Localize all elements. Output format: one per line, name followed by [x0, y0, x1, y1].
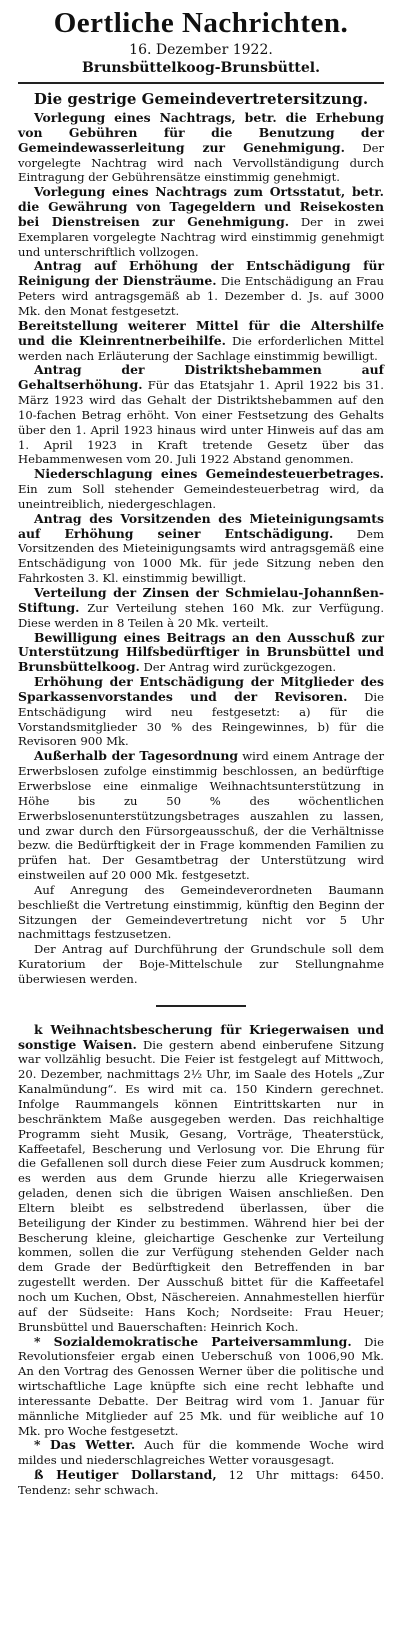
- divider: [156, 1005, 246, 1007]
- agenda-item: [18, 675, 384, 749]
- news-item: [18, 1438, 384, 1468]
- agenda-item-body: Die Entschädigung wird neu festgesetzt: a) für die Vorstandsmitglieder 30 % des Reingewinnes, b) für die Revisoren 900 Mk.: [18, 689, 384, 749]
- agenda-item: [18, 259, 384, 318]
- agenda-item-body: Der Antrag wird zurückgezogen.: [143, 660, 337, 675]
- news-item: [18, 1335, 384, 1439]
- news-item-body: Die Revolutionsfeier ergab einen Ueberschuß von 1006,90 Mk. An den Vortrag des Genossen Werner über die politische und wirtschaftliche Lage knüpfte sich eine recht lebhafte und interessante Debatte. Der Beitrag wird vom 1. Januar für männliche Mitglieder auf 25 Mk. und für weibliche auf 10 Mk. pro Woche festgesetzt.: [18, 1334, 384, 1438]
- agenda-item-body: Die erforderlichen Mittel werden nach Erläuterung der Sachlage einstimmig bewilligt.: [18, 333, 385, 363]
- agenda-item: [18, 111, 384, 185]
- place-line: Brunsbüttelkoog-Brunsbüttel.: [82, 60, 320, 76]
- agenda-item-heading: Verteilung der Zinsen der Schmielau-Johannßen-Stiftung.: [18, 585, 384, 615]
- news-item-heading: k Weihnachtsbescherung für Kriegerwaisen und sonstige Waisen.: [18, 1021, 384, 1052]
- agenda-item-body: Für das Etatsjahr 1. April 1922 bis 31. März 1923 wird das Gehalt der Distriktshebammen auf den 10-fachen Betrag erhöht. Von einer Festsetzung des Gehalts über den 1. April 1923 hinaus wird unter Hinweis auf das am 1. April 1923 in Kraft tretende Gesetz über das Hebammenwesen vom 20. Juli 1922 Abstand genommen.: [18, 378, 384, 467]
- agenda-item-body: Auf Anregung des Gemeindeverordneten Baumann beschließt die Vertretung einstimmig, künftig den Beginn der Sitzungen der Gemeindevertretung nicht vor 5 Uhr nachmittags festzusetzen.: [18, 882, 384, 942]
- agenda-item: [18, 467, 384, 512]
- article-headline: Die gestrige Gemeindevertretersitzung.: [33, 90, 369, 108]
- agenda-item: [18, 749, 384, 883]
- agenda-item-heading: Vorlegung eines Nachtrags zum Ortsstatut, betr. die Gewährung von Tagegeldern und Reisekosten bei Dienstreisen zur Genehmigung.: [18, 184, 384, 229]
- issue-date: 16. Dezember 1922.: [129, 42, 273, 58]
- agenda-item-body: Der vorgelegte Nachtrag wird nach Vervollständigung durch Eintragung der Gebührensätze einstimmig genehmigt.: [18, 140, 385, 185]
- news-item-body: Auch für die kommende Woche wird mildes und niederschlagreiches Wetter vorausgesagt.: [18, 1438, 384, 1468]
- agenda-item-heading: Außerhalb der Tagesordnung: [34, 748, 239, 764]
- agenda-item-heading: Antrag auf Erhöhung der Entschädigung für Reinigung der Diensträume.: [18, 258, 384, 289]
- agenda-item-body: wird einem Antrage der Erwerbslosen zufolge einstimmig beschlossen, an bedürftige Erwerbslose eine einmalige Weihnachtsunterstützung in Höhe bis zu 50 % des wöchentlichen Erwerbslosenunterstützungsbetrages auszahlen zu lassen, und zwar durch den Fürsorgeausschuß, der die Verhältnisse bezw. die Bedürftigkeit der in Frage kommenden Familien zu prüfen hat. Der Gesamtbetrag der Unterstützung wird einstweilen auf 20 000 Mk. festgesetzt.: [18, 749, 384, 883]
- section-title: Oertliche Nachrichten.: [53, 7, 349, 39]
- agenda-item-body: Dem Vorsitzenden des Mieteinigungsamts wird antragsgemäß eine Entschädigung von 1000 Mk. für jede Sitzung neben den Fahrkosten 3. Kl. einstimmig bewilligt.: [18, 526, 385, 586]
- agenda-item-heading: Niederschlagung eines Gemeindesteuerbetrages.: [34, 466, 384, 482]
- news-item: [18, 1023, 384, 1335]
- agenda-item: [18, 631, 384, 676]
- article-local-news: [18, 1023, 384, 1498]
- agenda-item: [18, 586, 384, 631]
- agenda-item-heading: Bewilligung eines Beitrags an den Ausschuß zur Unterstützung Hilfsbedürftiger in Brunsbüttel und Brunsbüttelkoog.: [18, 629, 384, 675]
- agenda-item-body: Die Entschädigung an Frau Peters wird antragsgemäß ab 1. Dezember d. Js. auf 3000 Mk. den Monat festgesetzt.: [18, 274, 384, 318]
- news-item-body: Die gestern abend einberufene Sitzung war vollzählig besucht. Die Feier ist festgelegt auf Mittwoch, 20. Dezember, nachmittags 2½ Uhr, im Saale des Hotels „Zur Kanalmündung“. Es wird mit ca. 150 Kindern gerechnet. Infolge Raummangels können Eintrittskarten nur in beschränktem Maße ausgegeben werden. Das reichhaltige Programm sieht Musik, Gesang, Vorträge, Theaterstück, Kaffeetafel, Bescherung und Verlosung vor. Die Ehrung für die Gefallenen soll durch diese Feier zum Ausdruck kommen; es werden aus dem Grunde hierzu alle Kriegerwaisen geladen, denen sich die übrigen Waisen anschließen. Den Eltern bleibt es selbstredend überlassen, über die Beteiligung der Kinder zu bestimmen. Während hier bei der Bescherung kleine, gleichartige Geschenke zur Verteilung kommen, sollen die zur Verfügung stehenden Gelder nach dem Grade der Bedürftigkeit den Betreffenden in bar zugestellt werden. Der Ausschuß bittet für die Kaffeetafel noch um Kuchen, Obst, Näschereien. Annahmestellen hierfür auf der Südseite: Hans Koch; Nordseite: Frau Heuer; Brunsbüttel und Bauerschaften: Heinrich Koch.: [18, 1037, 384, 1334]
- agenda-item-body: Ein zum Soll stehender Gemeindesteuerbetrag wird, da uneintreiblich, niedergeschlagen.: [18, 482, 384, 511]
- agenda-item-heading: Antrag der Distriktshebammen auf Gehaltserhöhung.: [18, 362, 384, 393]
- agenda-item-body: Der in zwei Exemplaren vorgelegte Nachtrag wird einstimmig genehmigt und unterschriftlich vollzogen.: [18, 214, 384, 259]
- agenda-item-heading: Erhöhung der Entschädigung der Mitglieder des Sparkassenvorstandes und der Revisoren.: [18, 674, 384, 704]
- agenda-item-heading: Bereitstellung weiterer Mittel für die Altershilfe und die Kleinrentnerbeihilfe.: [18, 317, 384, 348]
- agenda-item-body: Zur Verteilung stehen 160 Mk. zur Verfügung. Diese werden in 8 Teilen à 20 Mk. verteilt.: [18, 600, 385, 630]
- divider: [18, 82, 384, 84]
- agenda-item: [18, 512, 384, 586]
- news-item: [18, 1468, 384, 1498]
- agenda-item: [18, 883, 384, 942]
- news-item-heading: * Das Wetter.: [34, 1437, 136, 1453]
- agenda-item: [18, 319, 384, 364]
- agenda-item-heading: Vorlegung eines Nachtrags, betr. die Erhebung von Gebühren für die Benutzung der Gemeindewasserleitung zur Genehmigung.: [18, 110, 384, 155]
- news-item-heading: ß Heutiger Dollarstand,: [34, 1467, 217, 1483]
- agenda-item: [18, 185, 384, 259]
- article-council-meeting: [18, 111, 384, 987]
- news-item-heading: * Sozialdemokratische Parteiversammlung.: [34, 1333, 352, 1349]
- agenda-item-body: Der Antrag auf Durchführung der Grundschule soll dem Kuratorium der Boje-Mittelschule zur Stellungnahme überwiesen werden.: [18, 942, 384, 986]
- news-item-body: 12 Uhr mittags: 6450. Tendenz: sehr schwach.: [18, 1468, 385, 1497]
- agenda-item: [18, 363, 384, 467]
- agenda-item-heading: Antrag des Vorsitzenden des Mieteinigungsamts auf Erhöhung seiner Entschädigung.: [18, 510, 384, 541]
- agenda-item: [18, 942, 384, 987]
